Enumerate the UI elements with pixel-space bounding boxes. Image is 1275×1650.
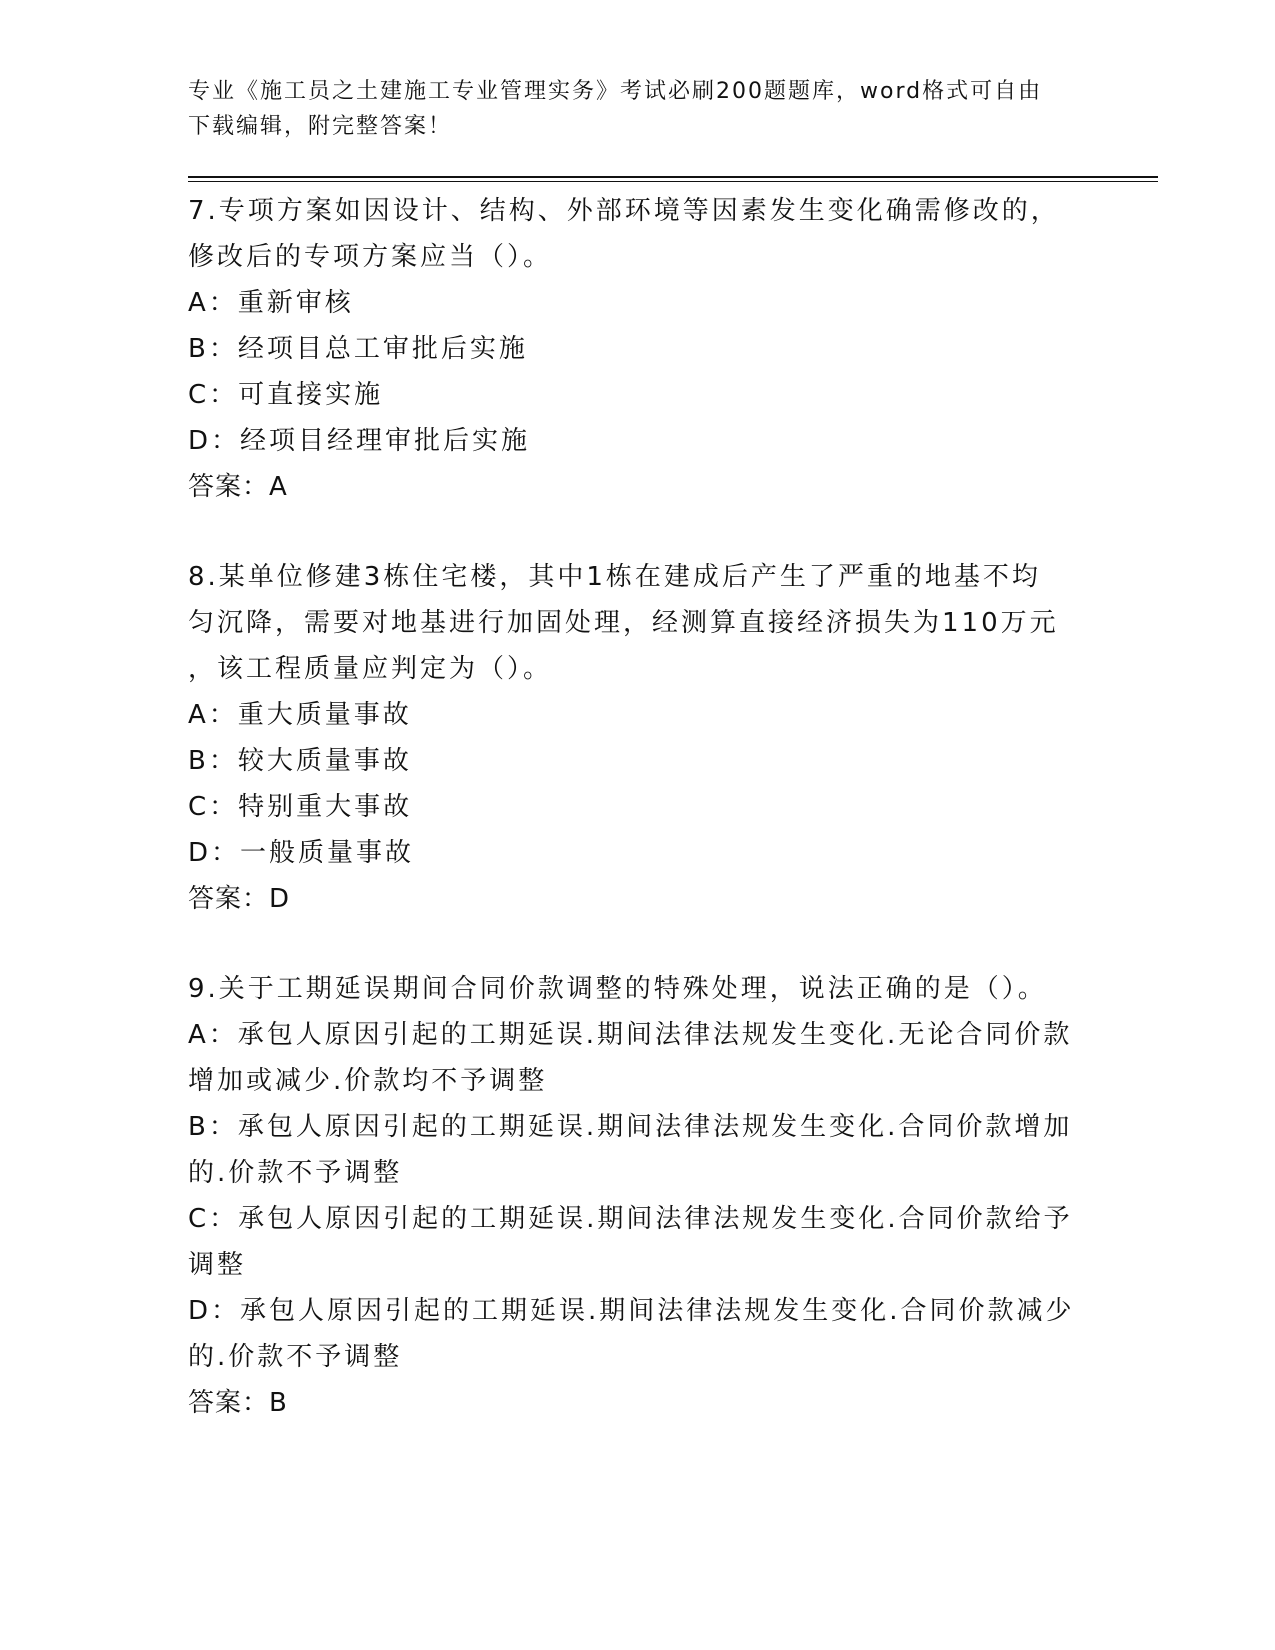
option-d: D：经项目经理审批后实施 [188, 426, 531, 456]
question-list [188, 188, 1088, 1426]
question-stem-line: ，该工程质量应判定为（）。 [188, 654, 553, 684]
option-d: D：一般质量事故 [188, 838, 415, 868]
question-9 [188, 966, 1088, 1426]
option-b: B：经项目总工审批后实施 [188, 334, 528, 364]
option-b-continued: 的.价款不予调整 [188, 1158, 403, 1188]
option-d-continued: 的.价款不予调整 [188, 1342, 403, 1372]
question-spacer [188, 922, 1088, 966]
option-c: C：特别重大事故 [188, 792, 413, 822]
header-line-2: 下载编辑，附完整答案！ [188, 114, 453, 139]
header-divider [188, 176, 1158, 182]
question-stem-line: 匀沉降，需要对地基进行加固处理，经测算直接经济损失为110万元 [188, 608, 1059, 638]
question-spacer [188, 510, 1088, 554]
question-stem-line: 修改后的专项方案应当（）。 [188, 242, 553, 272]
answer-line [188, 876, 1088, 922]
option-b: B：承包人原因引起的工期延误.期间法律法规发生变化.合同价款增加 [188, 1112, 1073, 1142]
question-8 [188, 554, 1088, 922]
option-a: A：重新审核 [188, 288, 354, 318]
question-stem-line: 8.某单位修建3栋住宅楼，其中1栋在建成后产生了严重的地基不均 [188, 562, 1041, 592]
answer-value: B [269, 1388, 288, 1418]
option-c-continued: 调整 [188, 1250, 247, 1280]
answer-line [188, 1380, 1088, 1426]
option-c: C：可直接实施 [188, 380, 384, 410]
answer-label: 答案： [188, 884, 270, 914]
option-b: B：较大质量事故 [188, 746, 412, 776]
option-d: D：承包人原因引起的工期延误.期间法律法规发生变化.合同价款减少 [188, 1296, 1075, 1326]
option-a: A：承包人原因引起的工期延误.期间法律法规发生变化.无论合同价款 [188, 1020, 1073, 1050]
answer-label: 答案： [188, 1388, 270, 1418]
question-stem-line: 9.关于工期延误期间合同价款调整的特殊处理，说法正确的是（）。 [188, 974, 1047, 1004]
question-stem-line: 7.专项方案如因设计、结构、外部环境等因素发生变化确需修改的， [188, 196, 1060, 226]
question-7 [188, 188, 1088, 510]
answer-value: A [269, 472, 288, 502]
option-c: C：承包人原因引起的工期延误.期间法律法规发生变化.合同价款给予 [188, 1204, 1073, 1234]
option-a-continued: 增加或减少.价款均不予调整 [188, 1066, 548, 1096]
header-line-1: 专业《施工员之土建施工专业管理实务》考试必刷200题题库，word格式可自由 [188, 79, 1043, 104]
document-header [188, 74, 1068, 144]
answer-value: D [269, 884, 291, 914]
answer-label: 答案： [188, 472, 270, 502]
answer-line [188, 464, 1088, 510]
option-a: A：重大质量事故 [188, 700, 412, 730]
